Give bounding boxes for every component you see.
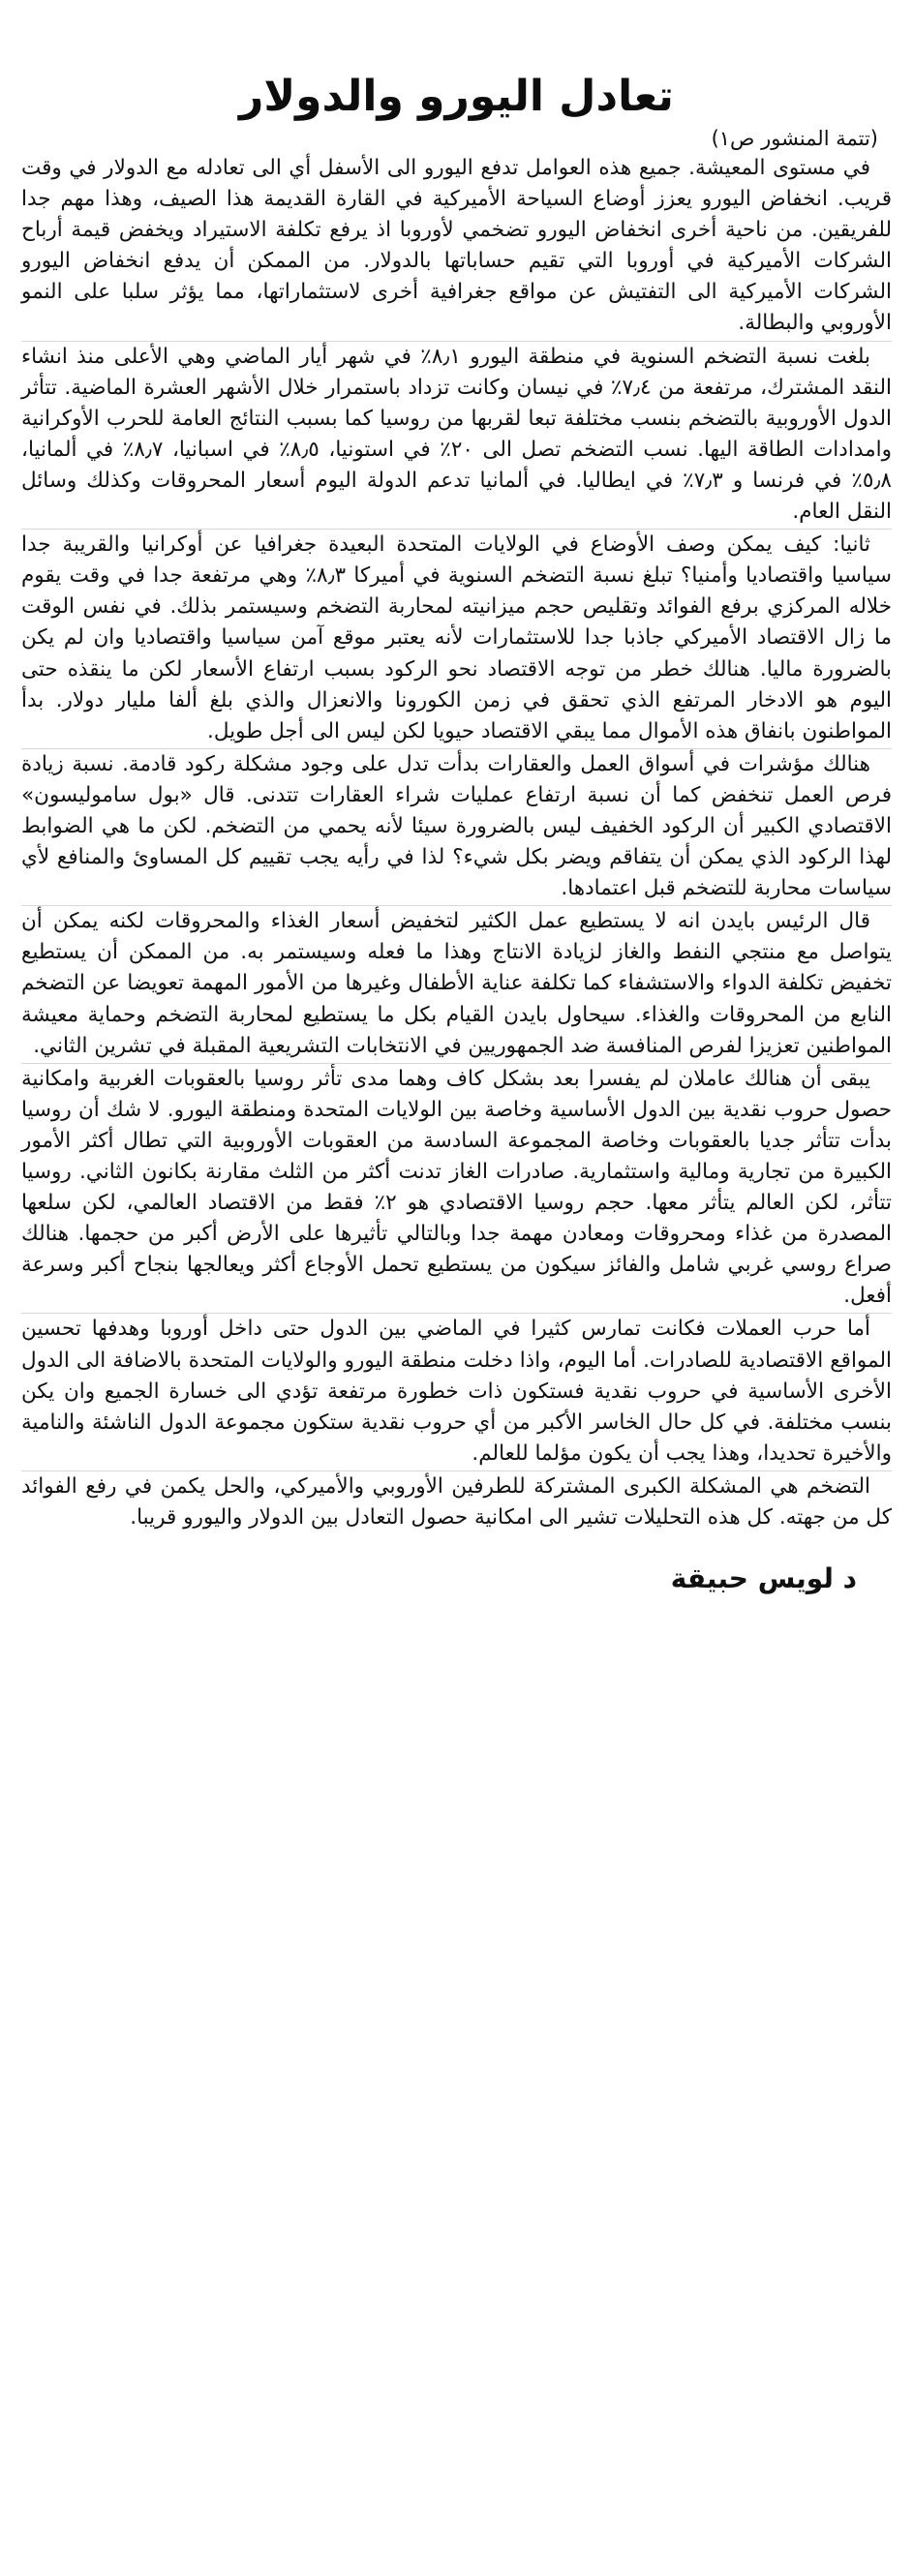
author-signature: د لويس حبيقة — [670, 1562, 857, 1595]
article-paragraph: ثانيا: كيف يمكن وصف الأوضاع في الولايات المتحدة البعيدة جغرافيا عن أوكرانيا والقريبة جدا سياسيا واقتصاديا وأمنيا؟ تبلغ نسبة التضخم السنوية في أميركا ٨٫٣٪ وهي مرتفعة جدا في وقت يقوم خلاله المركزي برفع الفوائد وتقليص حجم ميزانيته لمحاربة التضخم وسيستمر بذلك. في نفس الوقت ما زال الاقتصاد الأميركي جاذبا جدا للاستثمارات لأنه يعتبر موقع آمن سياسيا واقتصاديا وان لم يكن بالضرورة ماليا. هنالك خطر من توجه الاقتصاد نحو الركود بسبب ارتفاع الأسعار لكن ما ينقذه حتى اليوم هو الادخار المرتفع الذي تحقق في زمن الكورونا والانعزال والذي بلغ ألفا مليار دولار. بدأ المواطنون بانفاق هذه الأموال مما يبقي الاقتصاد حيويا لكن ليس الى أجل طويل. — [21, 530, 892, 749]
article-paragraph: التضخم هي المشكلة الكبرى المشتركة للطرفين الأوروبي والأميركي، والحل يكمن في رفع الفوائد كل من جهته. كل هذه التحليلات تشير الى امكانية حصول التعادل بين الدولار واليورو قريبا. — [21, 1473, 892, 1530]
article-paragraph: أما حرب العملات فكانت تمارس كثيرا في الماضي بين الدول حتى داخل أوروبا وهدفها تحسين المواقع الاقتصادية للصادرات. أما اليوم، واذا دخلت منطقة اليورو والولايات المتحدة بالاضافة الى الدول الأخرى الأساسية في حروب نقدية فستكون ذات خطورة مرتفعة تؤدي الى خسارة الجميع وان يكن بنسب مختلفة. في كل حال الخاسر الأكبر من أي حروب نقدية ستكون مجموعة الدول الناشئة والنامية والأخيرة تحديدا، وهذا يجب أن يكون مؤلما للعالم. — [21, 1314, 892, 1470]
article-paragraph: بلغت نسبة التضخم السنوية في منطقة اليورو ٨٫١٪ في شهر أيار الماضي وهي الأعلى منذ انشاء النقد المشترك، مرتفعة من ٧٫٤٪ في نيسان وكانت تزداد باستمرار خلال الأشهر العشرة الماضية. تتأثر الدول الأوروبية بالتضخم بنسب مختلفة تبعا لقربها من روسيا كما بسبب النتائج العامة للحرب الأوكرانية وامدادات الطاقة اليها. نسب التضخم تصل الى ٢٠٪ في استونيا، ٨٫٥٪ في اسبانيا، ٨٫٧٪ في ألمانيا، ٥٫٨٪ في فرنسا و ٧٫٣٪ في ايطاليا. في ألمانيا تدعم الدولة اليوم أسعار المحروقات وكذلك وسائل النقل العام. — [21, 342, 892, 530]
article-paragraph: يبقى أن هنالك عاملان لم يفسرا بعد بشكل كاف وهما مدى تأثر روسيا بالعقوبات الغربية وامكانية حصول حروب نقدية بين الدول الأساسية وخاصة بين الولايات المتحدة ومنطقة اليورو. لا شك أن روسيا بدأت تتأثر جديا بالعقوبات وخاصة المجموعة السادسة من العقوبات الأوروبية التي تطال أكثر الأمور الكبيرة من تجارية ومالية واستثمارية. صادرات الغاز تدنت أكثر من الثلث مقارنة بكانون الثاني. روسيا تتأثر، لكن العالم يتأثر معها. حجم روسيا الاقتصادي هو ٢٪ فقط من الاقتصاد العالمي، لكن سلعها المصدرة من غذاء ومحروقات ومعادن مهمة جدا وبالتالي تأثيرها على الأرض أكبر من حجمها. هنالك صراع روسي غربي شامل والفائز سيكون من يستطيع تحمل الأوجاع أكثر ويعالجها بنجاح أكبر وسرعة أفعل. — [21, 1064, 892, 1315]
article-body — [21, 153, 892, 1534]
article-paragraph: هنالك مؤشرات في أسواق العمل والعقارات بدأت تدل على وجود مشكلة ركود قادمة. نسبة زيادة فرص العمل تنخفض كما أن نسبة ارتفاع عمليات شراء العقارات تتدنى. قال «بول ساموليسون» الاقتصادي الكبير أن الركود الخفيف ليس بالضرورة سيئا لأنه يحمي من التضخم. لكن ما هي الضوابط لهذا الركود الذي يمكن أن يتفاقم ويضر بكل شيء؟ لذا في رأيه يجب تقييم كل المساوئ والمنافع لأي سياسات محاربة للتضخم قبل اعتمادها. — [21, 749, 892, 906]
continued-note: (تتمة المنشور ص١) — [711, 127, 878, 150]
article-paragraph: في مستوى المعيشة. جميع هذه العوامل تدفع اليورو الى الأسفل أي الى تعادله مع الدولار في وقت قريب. انخفاض اليورو يعزز أوضاع السياحة الأميركية في القارة القديمة هذا الصيف، وهذا مهم جدا للفريقين. من ناحية أخرى انخفاض اليورو تضخمي لأوروبا اذ يرفع تكلفة الاستيراد ويخفض قيمة أرباح الشركات الأميركية في أوروبا التي تقيم حساباتها بالدولار. من الممكن أن يدفع انخفاض اليورو الشركات الأميركية الى التفتيش عن مواقع جغرافية أخرى لاستثماراتها، مما يؤثر سلبا على النمو الأوروبي والبطالة. — [21, 153, 892, 342]
article-title: تعادل اليورو والدولار — [239, 72, 674, 121]
article-paragraph: قال الرئيس بايدن انه لا يستطيع عمل الكثير لتخفيض أسعار الغذاء والمحروقات لكنه يمكن أن يتواصل مع منتجي النفط والغاز لزيادة الانتاج وهذا ما فعله وسيستمر به. من الممكن أن يستطيع تخفيض تكلفة الدواء والاستشفاء كما تكلفة عناية الأطفال وغيرها من الأمور المهمة تعويضا عن التضخم النابع من المحروقات والغذاء. سيحاول بايدن القيام بكل ما يستطيع لمحاربة التضخم وحماية معيشة المواطنين تعزيزا لفرص المنافسة ضد الجمهوريين في الانتخابات التشريعية المقبلة في تشرين الثاني. — [21, 906, 892, 1063]
